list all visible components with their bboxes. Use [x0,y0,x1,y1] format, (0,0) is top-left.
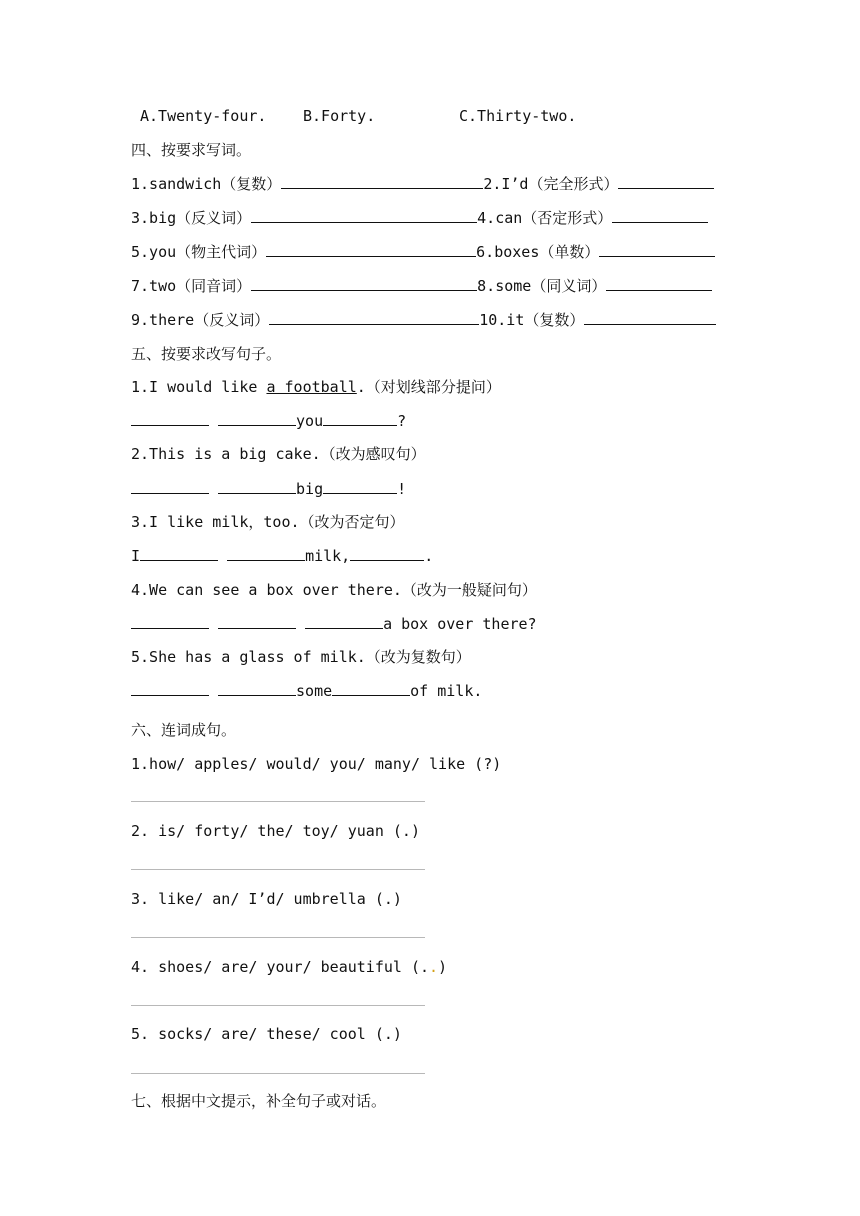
reorder-q4 [131,957,447,977]
answer-blank[interactable] [131,411,209,426]
word-item-1: 1.sandwich（复数） [131,175,282,193]
word-item-2: 2.I’d（完全形式） [483,175,619,193]
answer-line[interactable] [131,1073,425,1074]
reorder-q3: 3. like/ an/ I’d/ umbrella (.) [131,890,402,908]
answer-blank[interactable] [323,479,397,494]
answer-blank[interactable] [323,411,397,426]
section-6-title: 六、连词成句。 [131,721,237,739]
answer-blank[interactable] [281,174,483,189]
rewrite-q2: 2.This is a big cake.（改为感叹句） [131,445,426,463]
answer-blank[interactable] [131,681,209,696]
q4-words: 4. shoes/ are/ your/ beautiful (. [131,958,430,976]
answer-line[interactable] [131,801,425,802]
option-a: A.Twenty-four. [140,107,267,125]
word-item-8: 8.some（同义词） [477,277,607,295]
word-item-6: 6.boxes（单数） [476,243,600,261]
q3-word: milk, [305,547,351,565]
answer-blank[interactable] [218,681,296,696]
answer-blank[interactable] [612,208,708,223]
q1-word: you [296,412,324,430]
q4-dot: . [429,958,439,976]
rewrite-q1-answer [131,411,406,431]
answer-blank[interactable] [305,614,383,629]
rewrite-q5-answer [131,681,482,701]
rewrite-q3: 3.I like milk，too.（改为否定句） [131,513,405,531]
q5-tail: of milk. [410,682,483,700]
section-5-title: 五、按要求改写句子。 [131,345,282,363]
q1-end: ? [397,412,407,430]
answer-blank[interactable] [266,242,476,257]
rewrite-q4: 4.We can see a box over there.（改为一般疑问句） [131,581,537,599]
q4-close: ) [438,958,448,976]
section-4-title: 四、按要求写词。 [131,141,252,159]
answer-blank[interactable] [606,276,712,291]
answer-blank[interactable] [218,411,296,426]
word-item-7: 7.two（同音词） [131,277,252,295]
answer-blank[interactable] [584,310,716,325]
option-b: B.Forty. [303,107,376,125]
word-item-4: 4.can（否定形式） [477,209,613,227]
word-item-5: 5.you（物主代词） [131,243,267,261]
answer-blank[interactable] [227,546,305,561]
answer-blank[interactable] [618,174,714,189]
word-item-10: 10.it（复数） [479,311,585,329]
answer-blank[interactable] [131,479,209,494]
answer-blank[interactable] [218,479,296,494]
q3-end: . [424,547,434,565]
word-row-2 [131,208,708,228]
word-row-1 [131,174,714,194]
answer-line[interactable] [131,937,425,938]
section-7-title: 七、根据中文提示，补全句子或对话。 [131,1092,387,1110]
answer-blank[interactable] [599,242,715,257]
answer-blank[interactable] [140,546,218,561]
answer-blank[interactable] [131,614,209,629]
word-row-5 [131,310,716,330]
word-row-3 [131,242,715,262]
rewrite-q3-answer [131,546,433,566]
answer-blank[interactable] [251,276,477,291]
answer-blank[interactable] [251,208,477,223]
answer-blank[interactable] [218,614,296,629]
q4-tail: a box over there? [383,615,537,633]
word-item-9: 9.there（反义词） [131,311,270,329]
q2-end: ! [397,480,407,498]
rewrite-q5: 5.She has a glass of milk.（改为复数句） [131,648,471,666]
rewrite-q4-answer [131,614,537,634]
answer-blank[interactable] [350,546,424,561]
reorder-q5: 5. socks/ are/ these/ cool (.) [131,1025,402,1043]
reorder-q1: 1.how/ apples/ would/ you/ many/ like (?) [131,755,502,773]
answer-blank[interactable] [269,310,479,325]
reorder-q2: 2. is/ forty/ the/ toy/ yuan (.) [131,822,420,840]
answer-blank[interactable] [332,681,410,696]
q2-word: big [296,480,324,498]
q1-underlined: a football [266,378,357,396]
q5-word: some [296,682,333,700]
answer-line[interactable] [131,1005,425,1006]
rewrite-q2-answer [131,479,406,499]
rewrite-q1 [131,377,501,397]
option-c: C.Thirty-two. [459,107,577,125]
word-item-3: 3.big（反义词） [131,209,252,227]
word-row-4 [131,276,712,296]
q1-text: 1.I would like [131,378,267,396]
q3-start: I [131,547,141,565]
q1-instruction: .（对划线部分提问） [356,378,501,396]
answer-line[interactable] [131,869,425,870]
